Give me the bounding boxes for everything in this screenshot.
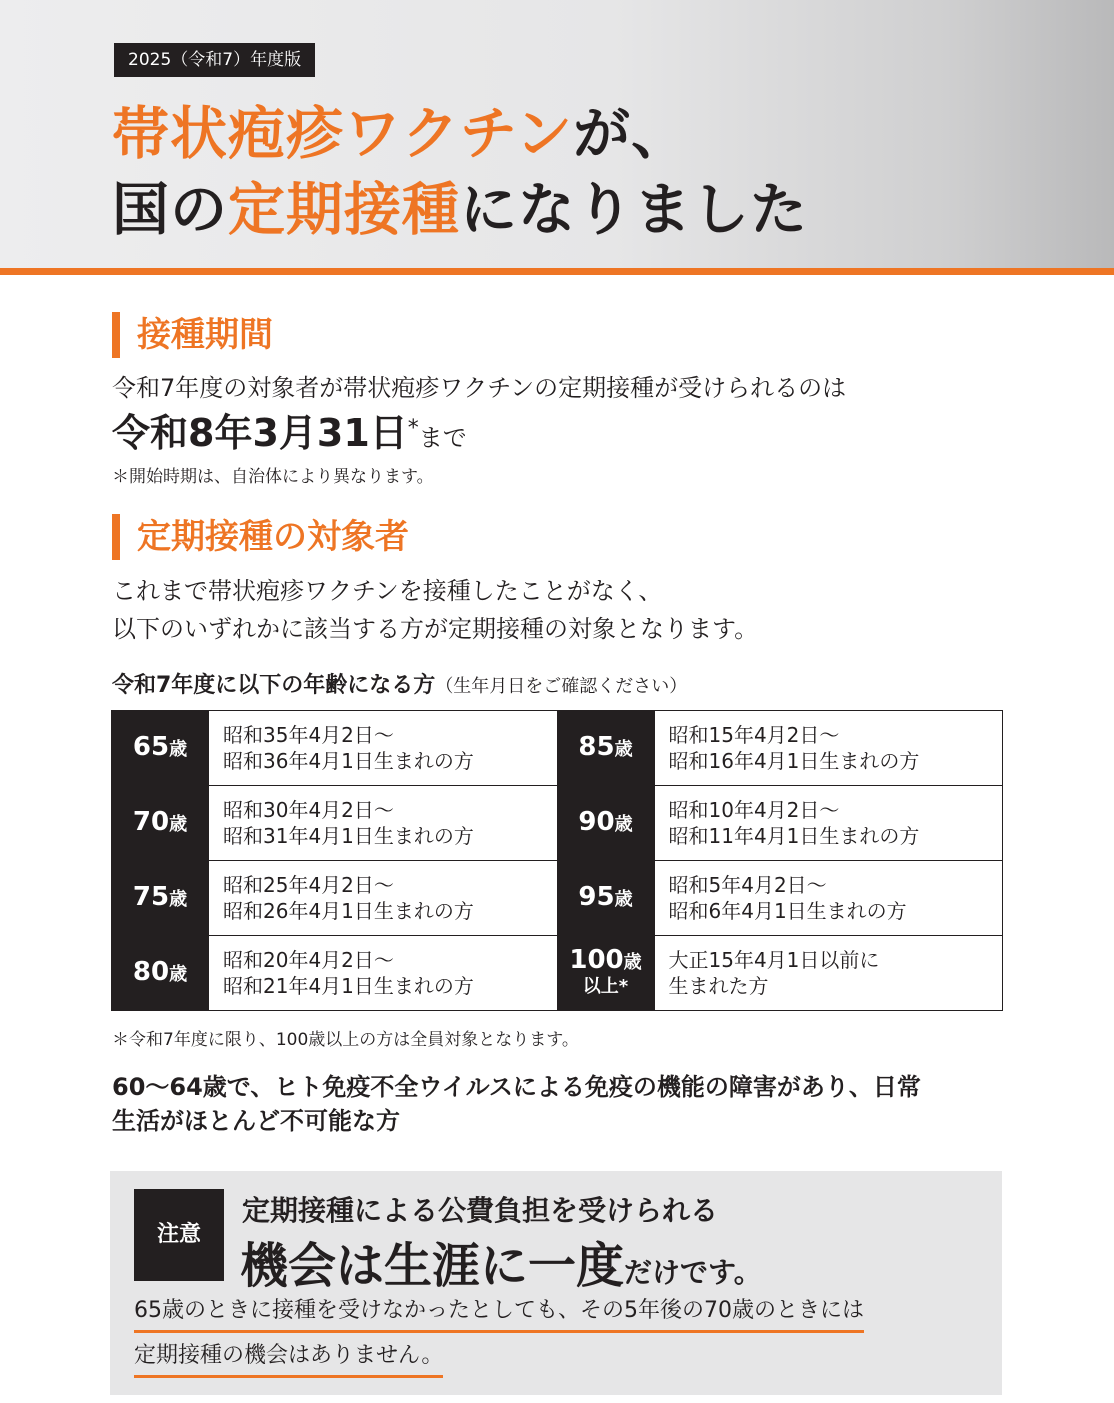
eligible-lead2: 以下のいずれかに該当する方が定期接種の対象となります。 xyxy=(112,615,759,643)
birth-range-cell: 昭和5年4月2日〜 昭和6年4月1日生まれの方 xyxy=(654,861,1003,936)
age-subheading xyxy=(112,668,687,699)
hiv-line1: 60〜64歳で、ヒト免疫不全ウイルスによる免疫の機能の障害があり、日常 xyxy=(112,1073,921,1101)
period-date: 令和8年3月31日 xyxy=(112,411,408,455)
age-cell: 70歳 xyxy=(112,786,209,861)
table-row xyxy=(112,936,1003,1011)
period-note: ＊開始時期は、自治体により異なります。 xyxy=(112,467,434,487)
eligible-lead1: これまで帯状疱疹ワクチンを接種したことがなく、 xyxy=(112,577,663,605)
age-cell: 85歳 xyxy=(557,711,654,786)
birth-range-cell: 昭和30年4月2日〜 昭和31年4月1日生まれの方 xyxy=(209,786,558,861)
age-cell: 95歳 xyxy=(557,861,654,936)
age-cell: 100歳 以上* xyxy=(557,936,654,1011)
age-subheading-note: （生年月日をご確認ください） xyxy=(435,676,688,697)
caution-detail2: 定期接種の機会はありません。 xyxy=(134,1341,443,1378)
headline-line2-rest: になりました xyxy=(460,177,808,243)
caution-badge: 注意 xyxy=(134,1189,224,1281)
caution-once: 機会は生涯に一度 xyxy=(240,1238,625,1294)
caution-line1: 定期接種による公費負担を受けられる xyxy=(242,1194,719,1227)
headline-vaccine: 帯状疱疹ワクチン xyxy=(112,101,574,167)
period-asterisk: * xyxy=(407,416,419,441)
birth-range-cell: 昭和20年4月2日〜 昭和21年4月1日生まれの方 xyxy=(209,936,558,1011)
age-cell: 65歳 xyxy=(112,711,209,786)
headline-line1 xyxy=(112,101,690,167)
birth-range-cell: 昭和10年4月2日〜 昭和11年4月1日生まれの方 xyxy=(654,786,1003,861)
section-period-title: 接種期間 xyxy=(112,312,273,358)
age-cell: 80歳 xyxy=(112,936,209,1011)
table-note: ＊令和7年度に限り、100歳以上の方は全員対象となります。 xyxy=(112,1030,579,1050)
table-row xyxy=(112,786,1003,861)
birth-range-cell: 昭和35年4月2日〜 昭和36年4月1日生まれの方 xyxy=(209,711,558,786)
hiv-line2: 生活がほとんど不可能な方 xyxy=(112,1107,400,1135)
caution-box xyxy=(110,1171,1002,1395)
caution-line2 xyxy=(240,1227,762,1296)
edition-label: 2025（令和7）年度版 xyxy=(114,43,315,77)
age-cell: 90歳 xyxy=(557,786,654,861)
period-until: まで xyxy=(418,424,467,452)
age-cell: 75歳 xyxy=(112,861,209,936)
age-table xyxy=(111,710,1003,1011)
hiv-condition xyxy=(112,1070,1012,1138)
headline-routine: 定期接種 xyxy=(228,177,460,243)
period-lead: 令和7年度の対象者が帯状疱疹ワクチンの定期接種が受けられるのは xyxy=(112,374,847,402)
table-row xyxy=(112,861,1003,936)
header-divider xyxy=(0,268,1114,275)
table-row xyxy=(112,711,1003,786)
headline-line2 xyxy=(112,177,808,243)
headline-line2-a: 国の xyxy=(112,177,228,243)
period-deadline xyxy=(112,410,467,461)
caution-detail1: 65歳のときに接種を受けなかったとしても、その5年後の70歳のときには xyxy=(134,1296,864,1333)
birth-range-cell: 昭和25年4月2日〜 昭和26年4月1日生まれの方 xyxy=(209,861,558,936)
birth-range-cell: 昭和15年4月2日〜 昭和16年4月1日生まれの方 xyxy=(654,711,1003,786)
headline-line1-rest: が、 xyxy=(573,101,690,167)
age-subheading-main: 令和7年度に以下の年齢になる方 xyxy=(112,673,436,698)
caution-only: だけです。 xyxy=(624,1256,762,1289)
section-eligible-title: 定期接種の対象者 xyxy=(112,514,409,560)
birth-range-cell: 大正15年4月1日以前に 生まれた方 xyxy=(654,936,1003,1011)
